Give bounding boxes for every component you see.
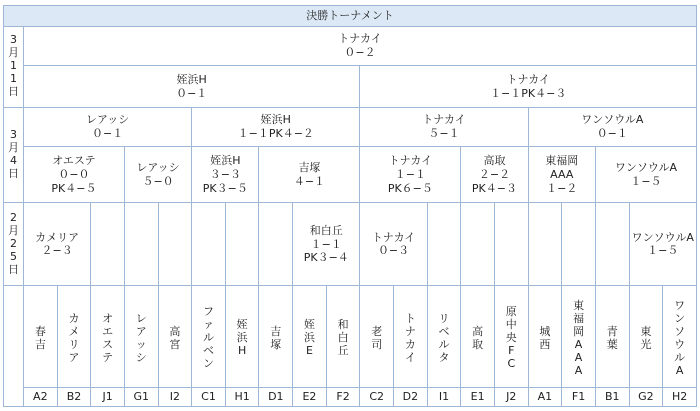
- team-code: A1: [528, 388, 562, 407]
- qf-match-4: ワンソウルA ０−１: [528, 107, 696, 146]
- r16-match-6: 高取 ２−２ PK４−３: [461, 147, 528, 203]
- date-mid-rounds: 3月4日: [4, 107, 24, 203]
- team-code: B1: [595, 388, 629, 407]
- team-code: C1: [192, 388, 226, 407]
- team-name: 城西: [528, 286, 562, 388]
- qf-match-1: レアッシ ０−１: [24, 107, 192, 146]
- tournament-bracket: [3, 5, 697, 407]
- r16-match-8: ワンソウルA １−５: [595, 147, 696, 203]
- team-name: 和白丘: [326, 286, 360, 388]
- team-code: B2: [57, 388, 91, 407]
- final-match: トナカイ ０−２: [24, 26, 697, 65]
- team-name: トナカイ: [394, 286, 428, 388]
- r16-match-2: レアッシ ５−０: [124, 147, 191, 203]
- team-code: D2: [394, 388, 428, 407]
- r32-match-2: 和白丘 １−１ PK３−４: [293, 203, 360, 286]
- team-code: F1: [562, 388, 596, 407]
- date-final-rounds: 3月11日: [4, 26, 24, 107]
- team-code: H2: [663, 388, 697, 407]
- date-first-round: 2月25日: [4, 203, 24, 286]
- bye-cell: [259, 203, 293, 286]
- r16-match-4: 吉塚 ４−１: [259, 147, 360, 203]
- team-code: J1: [91, 388, 125, 407]
- bye-cell: [494, 203, 528, 286]
- bye-cell: [461, 203, 495, 286]
- bye-cell: [562, 203, 596, 286]
- team-code: H1: [225, 388, 259, 407]
- r32-match-4: ワンソウルA １−５: [629, 203, 696, 286]
- team-name: オエステ: [91, 286, 125, 388]
- team-name: 東光: [629, 286, 663, 388]
- bye-cell: [528, 203, 562, 286]
- team-name: ワンソウルA: [663, 286, 697, 388]
- team-code: F2: [326, 388, 360, 407]
- bracket-title: 決勝トーナメント: [4, 6, 697, 27]
- team-name: 青葉: [595, 286, 629, 388]
- team-name: リベルタ: [427, 286, 461, 388]
- team-name: 姪浜H: [225, 286, 259, 388]
- r32-match-1: カメリア ２−３: [24, 203, 91, 286]
- qf-match-2: 姪浜H １−１PK４−２: [192, 107, 360, 146]
- team-name: 高取: [461, 286, 495, 388]
- bye-cell: [124, 203, 158, 286]
- team-code: E1: [461, 388, 495, 407]
- team-code: A2: [24, 388, 58, 407]
- team-code: I2: [158, 388, 192, 407]
- bye-cell: [427, 203, 461, 286]
- team-name: 老司: [360, 286, 394, 388]
- qf-match-3: トナカイ ５−１: [360, 107, 528, 146]
- team-code: I1: [427, 388, 461, 407]
- team-code: D1: [259, 388, 293, 407]
- r16-match-7: 東福岡 AAA １−２: [528, 147, 595, 203]
- team-name: 姪浜E: [293, 286, 327, 388]
- team-name: 東福岡AAA: [562, 286, 596, 388]
- team-code: J2: [494, 388, 528, 407]
- team-name: 春吉: [24, 286, 58, 388]
- bye-cell: [91, 203, 125, 286]
- semi-match-1: 姪浜H ０−１: [24, 66, 360, 108]
- bye-cell: [595, 203, 629, 286]
- blank-corner: [4, 286, 24, 407]
- bye-cell: [192, 203, 226, 286]
- team-name: ファルベン: [192, 286, 226, 388]
- r16-match-1: オエステ ０−０ PK４−５: [24, 147, 125, 203]
- team-name: レアッシ: [124, 286, 158, 388]
- team-code: C2: [360, 388, 394, 407]
- bye-cell: [158, 203, 192, 286]
- r32-match-3: トナカイ ０−３: [360, 203, 427, 286]
- semi-match-2: トナカイ １−１PK４−３: [360, 66, 697, 108]
- r16-match-3: 姪浜H ３−３ PK３−５: [192, 147, 259, 203]
- r16-match-5: トナカイ １−１ PK６−５: [360, 147, 461, 203]
- team-name: 吉塚: [259, 286, 293, 388]
- team-code: G2: [629, 388, 663, 407]
- bye-cell: [225, 203, 259, 286]
- team-code: E2: [293, 388, 327, 407]
- team-name: 高宮: [158, 286, 192, 388]
- team-name: カメリア: [57, 286, 91, 388]
- team-code: G1: [124, 388, 158, 407]
- team-name: 原中央FC: [494, 286, 528, 388]
